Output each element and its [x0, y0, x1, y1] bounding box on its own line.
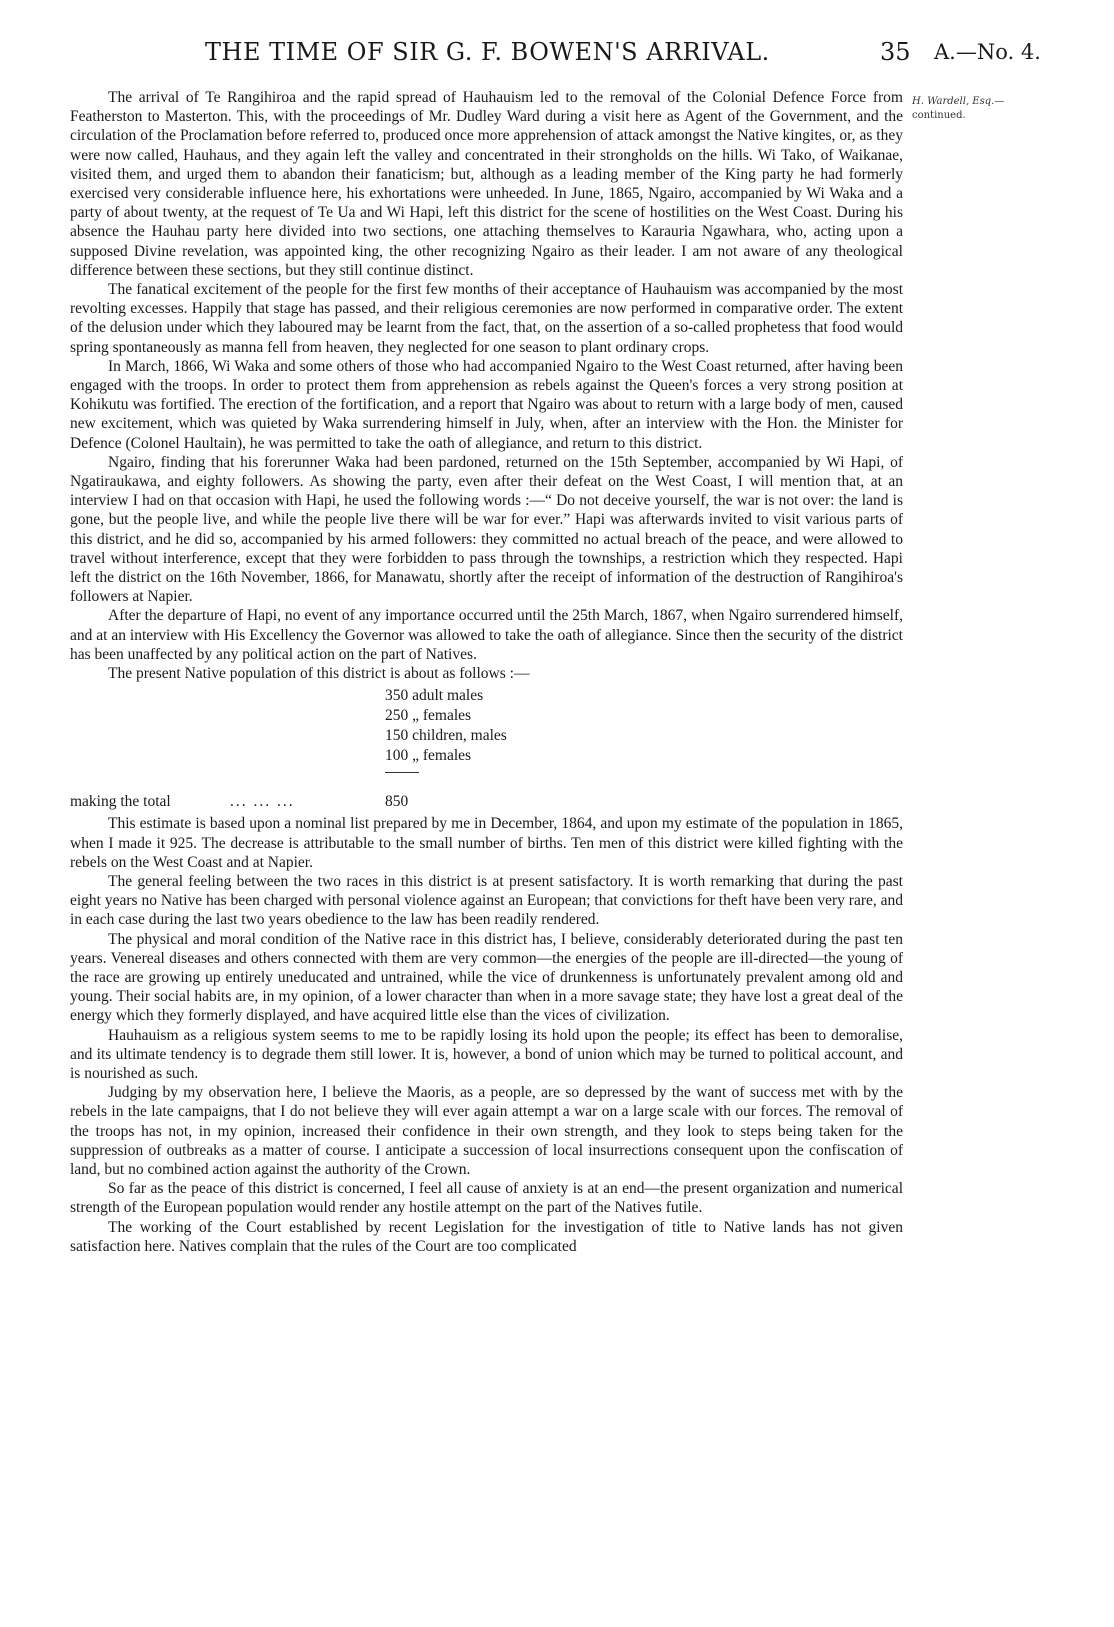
margin-note-author: H. Wardell, Esq.— — [912, 96, 1005, 107]
population-total-value: 850 — [385, 793, 409, 811]
paragraph: In March, 1866, Wi Waka and some others of those who had accompanied Ngairo to the West Coast returned, after having been engaged with the troops. In order to protect them from apprehension as rebels against the Queen's forces a very strong position at Kohikutu was fortified. The erection of the fortification, and a report that Ngairo was about to return with a large body of men, caused new excitement, which was quieted by Waka surrendering himself in July, when, after an interview with the Hon. the Minister for Defence (Colonel Haultain), he was permitted to take the oath of allegiance, and return to this district. — [70, 357, 903, 452]
paragraph: The physical and moral condition of the Native race in this district has, I believe, considerably deteriorated during the past ten years. Venereal diseases and others connected with them are very common—the energies of the people are ill-directed—the young of the race are growing up entirely uneducated and untrained, while the vice of drunkenness is unfortunately prevalent among old and young. Their social habits are, in my opinion, of a lower character than when in a more savage state; they have lost a great deal of the energy which they formerly displayed, and have acquired little else than the vices of civilization. — [70, 930, 903, 1025]
sum-rule — [385, 772, 419, 773]
body-text — [70, 88, 903, 1256]
page-number: 35 — [880, 38, 911, 66]
population-total-label: making the total — [70, 793, 171, 811]
paragraph: This estimate is based upon a nominal list prepared by me in December, 1864, and upon my estimate of the population in 1865, when I made it 925. The decrease is attributable to the small number of births. Ten men of this district were killed fighting with the rebels on the West Coast and at Napier. — [70, 815, 903, 871]
paragraph: The fanatical excitement of the people for the first few months of their acceptance of Hauhauism was accompanied by the most revolting excesses. Happily that stage has passed, and their religious ceremonies are now performed in comparative order. The extent of the delusion under which they laboured may be learnt from the fact, that, on the assertion of a so-called prophetess that food would spring spontaneously as manna fell from heaven, they neglected for one season to plant ordinary crops. — [70, 281, 903, 356]
margin-note — [912, 95, 1052, 123]
paragraph: The present Native population of this district is about as follows :— — [108, 665, 530, 683]
population-row: 350 adult males — [385, 687, 484, 705]
population-row: 250 „ females — [385, 707, 472, 725]
page-header — [0, 38, 1114, 72]
population-table — [70, 684, 903, 814]
population-row: 100 „ females — [385, 747, 472, 765]
margin-note-continued: continued. — [912, 110, 966, 121]
paragraph: The working of the Court established by recent Legislation for the investigation of title to Native lands has not given satisfaction here. Natives complain that the rules of the Court are too complicated — [70, 1218, 903, 1255]
leader-dots: ... ... ... — [230, 793, 295, 811]
paragraph: After the departure of Hapi, no event of any importance occurred until the 25th March, 1867, when Ngairo surrendered himself, and at an interview with His Excellency the Governor was allowed to take the oath of allegiance. Since then the security of the district has been unaffected by any political action on the part of Natives. — [70, 607, 903, 663]
paragraph: Hauhauism as a religious system seems to me to be rapidly losing its hold upon the people; its effect has been to demoralise, and its ultimate tendency is to degrade them still lower. It is, however, a bond of union which may be turned to political account, and is nourished as such. — [70, 1026, 903, 1082]
page-title: THE TIME OF SIR G. F. BOWEN'S ARRIVAL. — [205, 38, 770, 66]
document-reference: A.—No. 4. — [934, 40, 1041, 64]
paragraph: So far as the peace of this district is concerned, I feel all cause of anxiety is at an end—the present organization and numerical strength of the European population would render any hostile attempt on the part of the Natives futile. — [70, 1180, 903, 1217]
paragraph: The arrival of Te Rangihiroa and the rapid spread of Hauhauism led to the removal of the Colonial Defence Force from Featherston to Masterton. This, with the proceedings of Mr. Dudley Ward during a visit here as Agent of the Government, and the circulation of the Proclamation before referred to, produced once more apprehension of attack amongst the Native kingites, or, as they were now called, Hauhaus, and they again left the valley and concentrated in their strongholds on the hills. Wi Tako, of Waikanae, visited them, and urged them to abandon their fanaticism; but, although as a leading member of the King party he had formerly exercised very considerable influence here, his exhortations were unheeded. In June, 1865, Ngairo, accompanied by Wi Waka and a party of about twenty, at the request of Te Ua and Wi Hapi, left this district for the scene of hostilities on the West Coast. During his absence the Hauhau party here divided into two sections, one attaching themselves to Karauria Ngawhara, who, acting upon a supposed Divine revelation, was appointed king, the other recognizing Ngairo as their leader. I am not aware of any theological difference between these sections, but they still continue distinct. — [70, 89, 903, 279]
paragraph: Ngairo, finding that his forerunner Waka had been pardoned, returned on the 15th September, accompanied by Wi Hapi, of Ngatiraukawa, and eighty followers. As showing the party, even after their defeat on the West Coast, I will mention that, at an interview I had on that occasion with Hapi, he used the following words :—“ Do not deceive yourself, the war is not over: the land is gone, but the people live, and while the people live there will be war for ever.” Hapi was afterwards invited to visit various parts of this district, and he did so, accompanied by his armed followers: they committed no actual breach of the peace, and were allowed to travel without interference, except that they were forbidden to pass through the townships, a restriction which they respected. Hapi left the district on the 16th November, 1866, for Manawatu, shortly after the receipt of information of the destruction of Rangihiroa's followers at Napier. — [70, 453, 903, 606]
paragraph: Judging by my observation here, I believe the Maoris, as a people, are so depressed by the want of success met with by the rebels in the late campaigns, that I do not believe they will ever again attempt a war on a large scale with our forces. The removal of the troops has not, in my opinion, increased their confidence in their own strength, and they look to steps being taken for the suppression of outbreaks as a matter of course. I anticipate a succession of local insurrections consequent upon the confiscation of land, but no combined action against the authority of the Crown. — [70, 1084, 903, 1178]
paragraph: The general feeling between the two races in this district is at present satisfactory. It is worth remarking that during the past eight years no Native has been charged with personal violence against an European; that convictions for theft have been very rare, and in each case during the last two years obedience to the law has been readily rendered. — [70, 872, 903, 929]
population-row: 150 children, males — [385, 727, 507, 745]
